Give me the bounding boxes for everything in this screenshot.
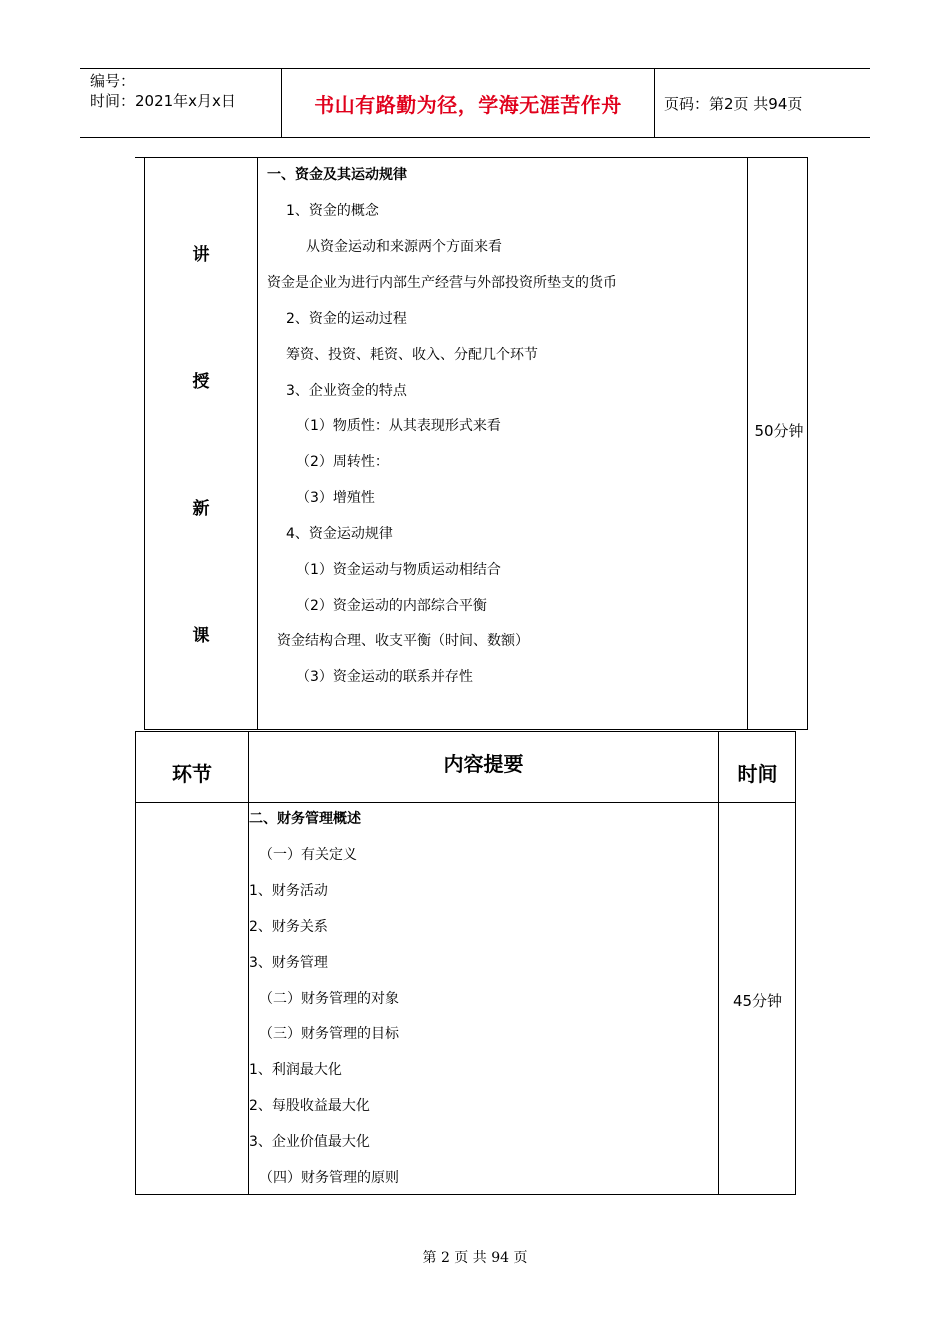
header-meta — [90, 71, 280, 111]
content-line: （三）财务管理的目标 — [259, 1026, 399, 1042]
content-line: 3、企业价值最大化 — [249, 1134, 370, 1150]
content-line: 二、财务管理概述 — [249, 811, 361, 827]
content-line: （1）资金运动与物质运动相结合 — [296, 562, 501, 578]
section-char: 课 — [192, 626, 210, 646]
content-line: 3、企业资金的特点 — [286, 383, 407, 399]
content-line: 3、财务管理 — [249, 955, 328, 971]
section-char: 讲 — [192, 245, 210, 265]
page-footer: 第 2 页 共 94 页 — [422, 1250, 528, 1266]
content-line: 资金是企业为进行内部生产经营与外部投资所垫支的货币 — [267, 275, 617, 291]
content-line: （二）财务管理的对象 — [259, 991, 399, 1007]
content-line: 筹资、投资、耗资、收入、分配几个环节 — [286, 347, 538, 363]
header-time: 时间 — [737, 762, 778, 786]
time-value: 50分钟 — [754, 422, 804, 440]
content-line: 1、利润最大化 — [249, 1062, 342, 1078]
section-column — [145, 158, 258, 729]
header-content: 内容提要 — [443, 752, 524, 776]
table-header-row — [136, 732, 795, 803]
content-line: （3）增殖性 — [296, 490, 375, 506]
outline-table — [135, 731, 796, 1195]
content-line: 4、资金运动规律 — [286, 526, 393, 542]
section-char: 授 — [192, 372, 210, 392]
motto: 书山有路勤为径，学海无涯苦作舟 — [281, 69, 655, 137]
content-line: 资金结构合理、收支平衡（时间、数额） — [277, 633, 529, 649]
time-column — [747, 158, 810, 729]
content-line: 从资金运动和来源两个方面来看 — [306, 239, 502, 255]
page-header — [80, 68, 870, 138]
lecture-content — [258, 158, 747, 729]
content-line: 1、财务活动 — [249, 883, 328, 899]
content-line: 2、财务关系 — [249, 919, 328, 935]
lecture-table — [144, 157, 808, 730]
page-info: 页码：第2页 共94页 — [664, 94, 803, 113]
section-char: 新 — [192, 499, 210, 519]
header-section: 环节 — [172, 762, 212, 786]
content-line: 2、每股收益最大化 — [249, 1098, 370, 1114]
time-label: 时间：2021年x月x日 — [90, 92, 236, 110]
content-line: （四）财务管理的原则 — [259, 1170, 399, 1186]
content-line: （2）资金运动的内部综合平衡 — [296, 598, 487, 614]
content-line: （1）物质性：从其表现形式来看 — [296, 418, 501, 434]
content-line: 1、资金的概念 — [286, 203, 379, 219]
time-value: 45分钟 — [732, 992, 783, 1010]
content-line: （一）有关定义 — [259, 847, 357, 863]
content-line: （2）周转性： — [296, 454, 389, 470]
content-line: （3）资金运动的联系并存性 — [296, 669, 473, 685]
number-label: 编号： — [90, 72, 136, 90]
content-line: 2、资金的运动过程 — [286, 311, 407, 327]
content-line: 一、资金及其运动规律 — [267, 167, 407, 183]
